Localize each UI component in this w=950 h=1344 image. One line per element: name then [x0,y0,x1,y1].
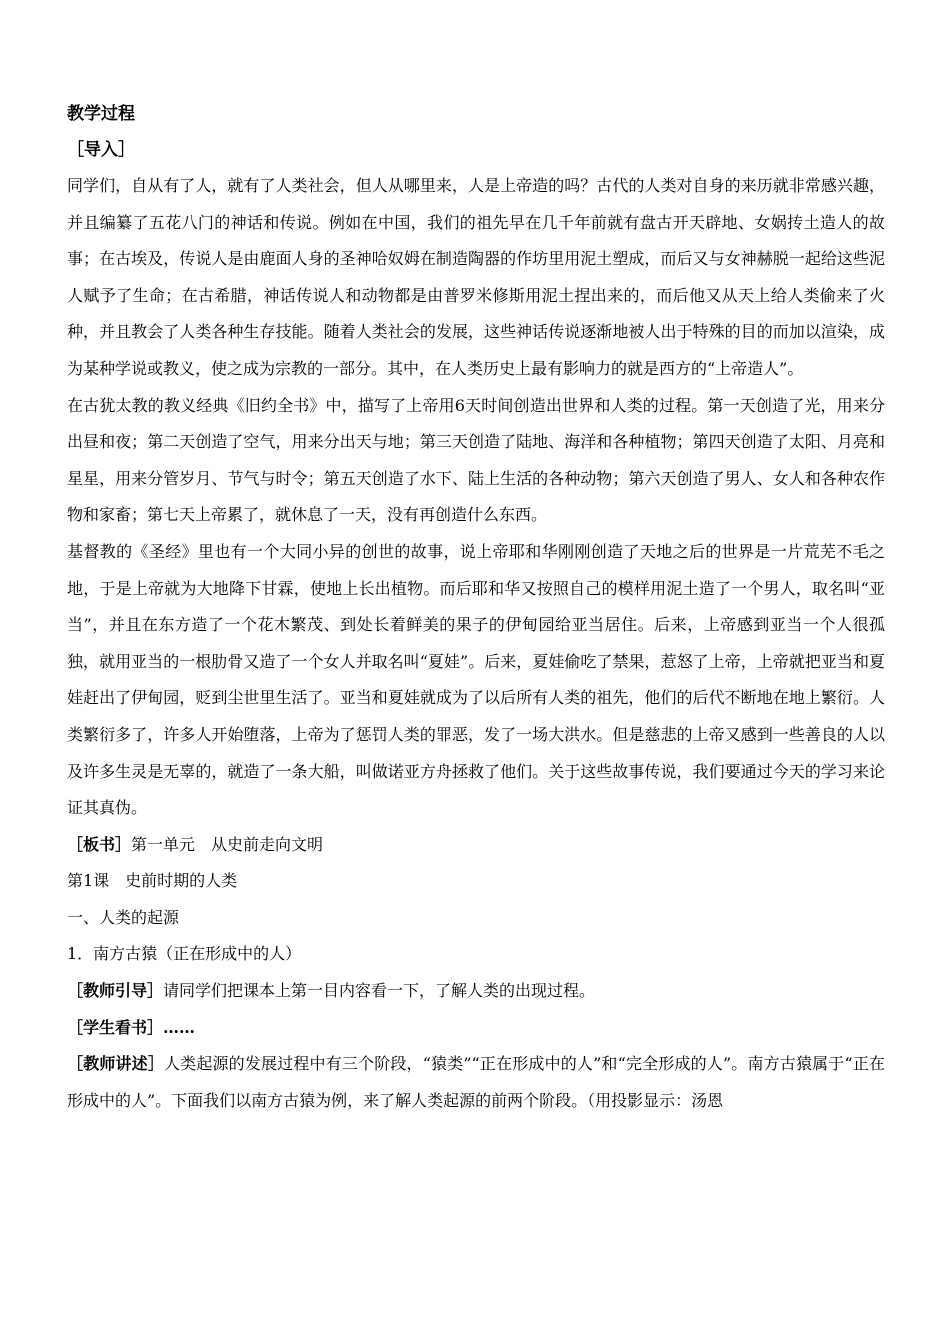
student-label: ［学生看书］…… [67,1017,196,1037]
subheading-origin: 一、人类的起源 [67,907,180,927]
board-label: ［板书］ [67,834,132,854]
lesson-title: 第1课 史前时期的人类 [67,871,238,891]
lecture-label: ［教师讲述］ [67,1054,165,1074]
item-australopithecus: 1．南方古猿（正在形成中的人） [67,944,302,964]
guide-label: ［教师引导］ [67,981,164,1001]
lecture-paragraph [67,1046,885,1119]
lecture-text: 人类起源的发展过程中有三个阶段，“猿类”“正在形成中的人”和“完全形成的人”。南方古猿属于“正在形成中的人”。下面我们以南方古猿为例，来了解人类起源的前两个阶段。（用投影显示：汤恩 [67,1054,885,1110]
document-page [67,96,885,1119]
christian-paragraph: 基督教的《圣经》里也有一个大同小异的创世的故事，说上帝耶和华刚刚创造了天地之后的世界是一片荒芜不毛之地，于是上帝就为大地降下甘霖，使地上长出植物。而后耶和华又按照自己的模样用泥土造了一个男人，取名叫“亚当”，并且在东方造了一个花木繁茂、到处长着鲜美的果子的伊甸园给亚当居住。后来，上帝感到亚当一个人很孤独，就用亚当的一根肋骨又造了一个女人并取名叫“夏娃”。后来，夏娃偷吃了禁果，惹怒了上帝，上帝就把亚当和夏娃赶出了伊甸园，贬到尘世里生活了。亚当和夏娃就成为了以后所有人类的祖先，他们的后代不断地在地上繁衍。人类繁衍多了，许多人开始堕落，上帝为了惩罚人类的罪恶，发了一场大洪水。但是慈悲的上帝又感到一些善良的人以及许多生灵是无辜的，就造了一条大船，叫做诺亚方舟拯救了他们。关于这些故事传说，我们要通过今天的学习来论证其真伪。 [67,541,885,818]
guide-line [67,973,885,1010]
board-text: 第一单元 从史前走向文明 [131,834,324,854]
guide-text: 请同学们把课本上第一目内容看一下，了解人类的出现过程。 [163,981,596,1001]
page-title: 教学过程 [67,104,135,124]
board-line [67,827,885,864]
judaism-paragraph: 在古犹太教的教义经典《旧约全书》中，描写了上帝用6天时间创造出世界和人类的过程。第一天创造了光，用来分出昼和夜；第二天创造了空气，用来分出天与地；第三天创造了陆地、海洋和各种植物；第四天创造了太阳、月亮和星星，用来分管岁月、节气与时令；第五天创造了水下、陆上生活的各种动物；第六天创造了男人、女人和各种农作物和家畜；第七天上帝累了，就休息了一天，没有再创造什么东西。 [67,395,885,525]
intro-label: ［导入］ [67,140,135,160]
intro-paragraph: 同学们，自从有了人，就有了人类社会，但人从哪里来，人是上帝造的吗？古代的人类对自身的来历就非常感兴趣，并且编纂了五花八门的神话和传说。例如在中国，我们的祖先早在几千年前就有盘古开天辟地、女娲抟土造人的故事；在古埃及，传说人是由鹿面人身的圣神哈奴姆在制造陶器的作坊里用泥土塑成，而后又与女神赫脱一起给这些泥人赋予了生命；在古希腊，神话传说人和动物都是由普罗米修斯用泥土捏出来的，而后他又从天上给人类偷来了火种，并且教会了人类各种生存技能。随着人类社会的发展，这些神话传说逐渐地被人出于特殊的目的而加以渲染，成为某种学说或教义，使之成为宗教的一部分。其中，在人类历史上最有影响力的就是西方的“上帝造人”。 [67,176,885,378]
